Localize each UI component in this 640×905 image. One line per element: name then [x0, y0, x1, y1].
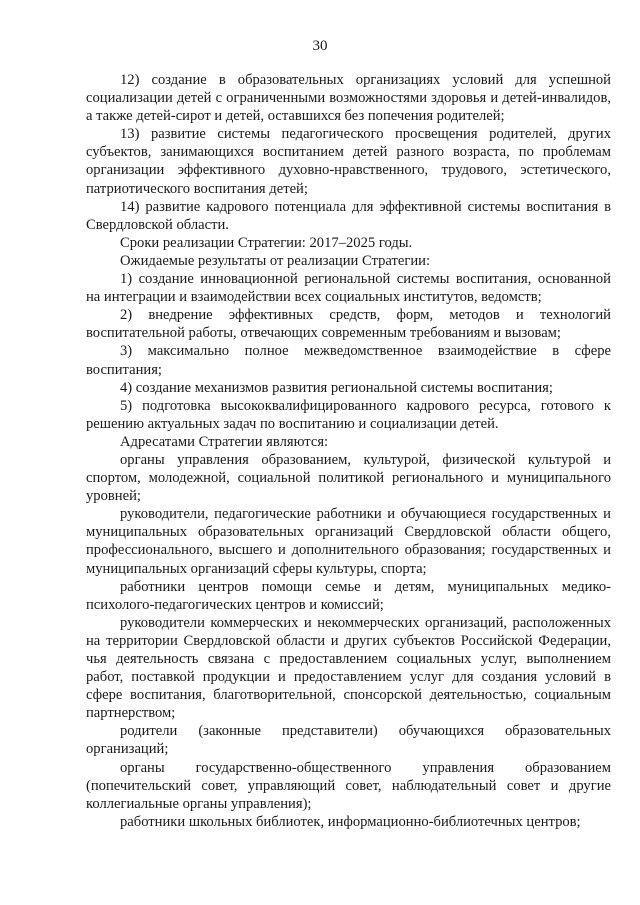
paragraph: работники школьных библиотек, информационно-библиотечных центров;	[120, 813, 581, 830]
paragraph: 4) создание механизмов развития региональной системы воспитания;	[120, 379, 553, 396]
paragraph: органы управления образованием, культурой, физической культурой и спортом, молодежной, социальной политикой регионального и муниципального уровней;	[86, 451, 611, 505]
paragraph: 1) создание инновационной региональной системы воспитания, основанной на интеграции и взаимодействии всех социальных институтов, ведомств;	[86, 271, 611, 306]
page-body	[86, 71, 611, 831]
paragraph: 13) развитие системы педагогического просвещения родителей, других субъектов, занимающихся воспитанием детей разного возраста, по проблемам организации эффективного духовно-нравственного, трудового, эстетического, патриотического воспитания детей;	[86, 126, 611, 197]
paragraph: руководители коммерческих и некоммерческих организаций, расположенных на территории Свердловской области и других субъектов Российской Федерации, чья деятельность связана с предоставлением социальных услуг, выполнением работ, поставкой продукции и предоставлением услуг для создания условий в сфере воспитания, благотворительной, спонсорской деятельностью, социальным партнерством;	[86, 614, 611, 722]
paragraph: 14) развитие кадрового потенциала для эффективной системы воспитания в Свердловской области.	[86, 198, 611, 233]
paragraph: родители (законные представители) обучающихся образовательных организаций;	[86, 723, 611, 758]
paragraph: Сроки реализации Стратегии: 2017–2025 годы.	[120, 234, 413, 251]
paragraph: Ожидаемые результаты от реализации Стратегии:	[120, 252, 431, 269]
paragraph: работники центров помощи семье и детям, муниципальных медико-психолого-педагогических центров и комиссий;	[86, 578, 611, 613]
paragraph: 12) создание в образовательных организациях условий для успешной социализации детей с ограниченными возможностями здоровья и детей-инвалидов, а также детей-сирот и детей, оставшихся без попечения родителей;	[86, 72, 611, 125]
paragraph: Адресатами Стратегии являются:	[120, 433, 329, 450]
paragraph: 2) внедрение эффективных средств, форм, методов и технологий воспитательной работы, отвечающих современным требованиям и вызовам;	[86, 307, 611, 342]
paragraph: руководители, педагогические работники и обучающиеся государственных и муниципальных образовательных организаций Свердловской области общего, профессионального, высшего и дополнительного образования; государственных и муниципальных организаций сферы культуры, спорта;	[86, 506, 611, 577]
paragraph: 5) подготовка высококвалифицированного кадрового ресурса, готового к решению актуальных задач по воспитанию и социализации детей.	[86, 397, 611, 432]
paragraph: органы государственно-общественного управления образованием (попечительский совет, управляющий совет, наблюдательный совет и другие коллегиальные органы управления);	[86, 759, 611, 812]
paragraph: 3) максимально полное межведомственное взаимодействие в сфере воспитания;	[86, 343, 611, 378]
page-number: 30	[312, 38, 328, 54]
